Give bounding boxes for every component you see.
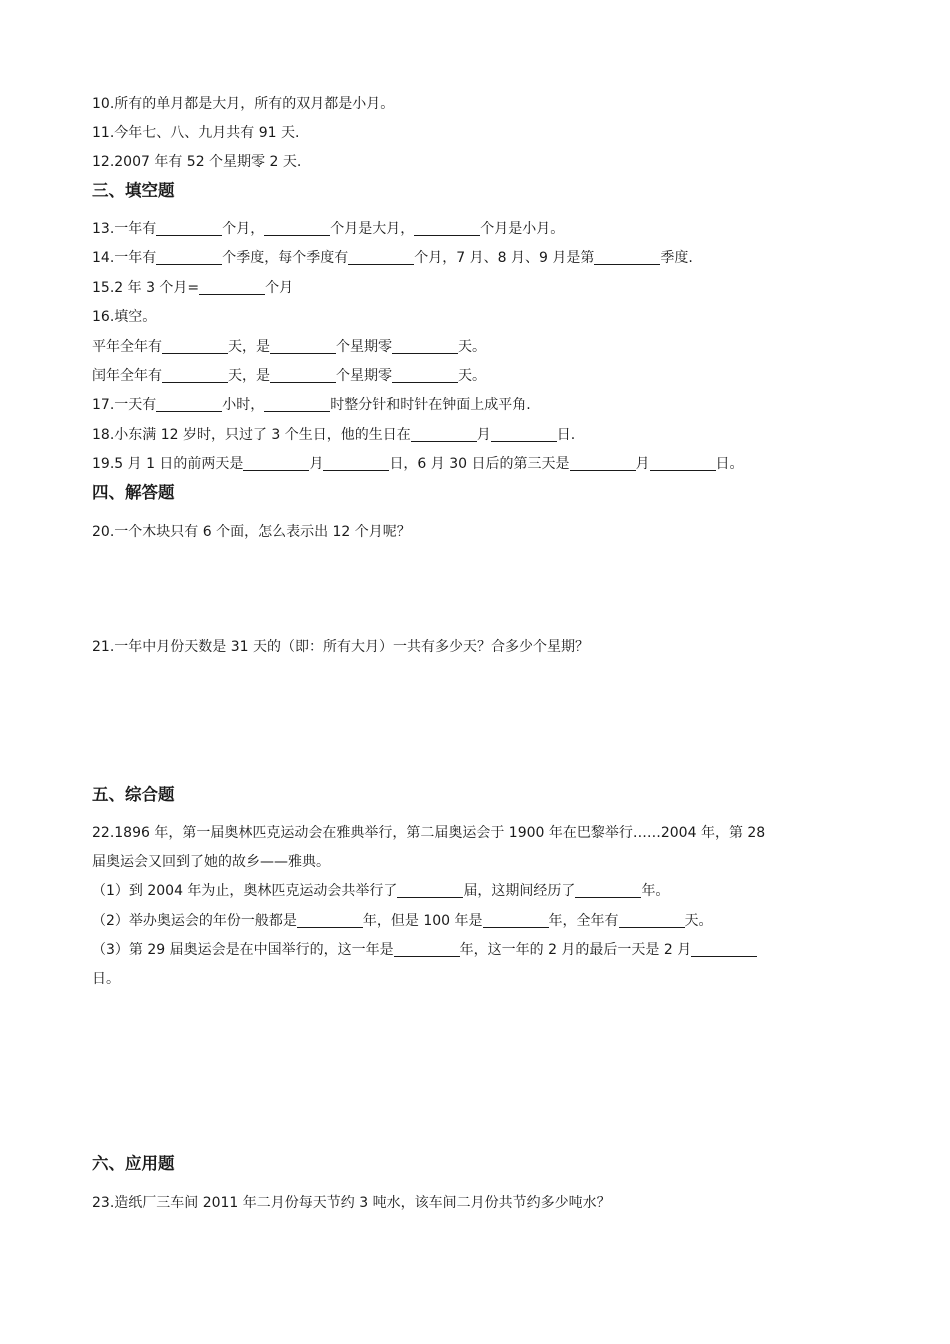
- question-19: 19.5 月 1 日的前两天是 月 日，6 月 30 日后的第三天是 月 日。: [92, 456, 744, 472]
- answer-blank[interactable]: [162, 368, 228, 383]
- answer-blank[interactable]: [162, 339, 228, 354]
- question-22-line-1: 22.1896 年，第一届奥林匹克运动会在雅典举行，第二届奥运会于 1900 年在巴黎举行……2004 年，第 28: [92, 825, 766, 841]
- answer-blank[interactable]: [156, 397, 222, 412]
- answer-blank[interactable]: [348, 250, 414, 265]
- question-22-part-2: （2）举办奥运会的年份一般都是 年，但是 100 年是 年，全年有 天。: [92, 913, 713, 929]
- question-16: 16.填空。: [92, 309, 157, 325]
- answer-blank[interactable]: [264, 221, 330, 236]
- answer-blank[interactable]: [323, 456, 389, 471]
- section-heading-comprehensive: 五、综合题: [92, 785, 175, 804]
- answer-blank[interactable]: [156, 250, 222, 265]
- answer-blank[interactable]: [392, 368, 458, 383]
- answer-blank[interactable]: [297, 913, 363, 928]
- answer-blank[interactable]: [691, 942, 757, 957]
- answer-blank[interactable]: [156, 221, 222, 236]
- question-16-leap-year: 闰年全年有 天，是 个星期零 天。: [92, 368, 486, 384]
- question-20: 20.一个木块只有 6 个面，怎么表示出 12 个月呢？: [92, 524, 411, 540]
- question-11: 11.今年七、八、九月共有 91 天.: [92, 125, 300, 141]
- question-22-part-3-end: 日。: [92, 971, 120, 987]
- answer-blank[interactable]: [243, 456, 309, 471]
- answer-blank[interactable]: [483, 913, 549, 928]
- answer-blank[interactable]: [270, 368, 336, 383]
- question-17: 17.一天有 小时， 时整分针和时针在钟面上成平角.: [92, 397, 531, 413]
- answer-blank[interactable]: [570, 456, 636, 471]
- question-12: 12.2007 年有 52 个星期零 2 天.: [92, 154, 302, 170]
- question-18: 18.小东满 12 岁时，只过了 3 个生日，他的生日在 月 日.: [92, 427, 576, 443]
- section-heading-fill: 三、填空题: [92, 181, 175, 200]
- answer-blank[interactable]: [397, 883, 463, 898]
- question-22-part-3: （3）第 29 届奥运会是在中国举行的，这一年是 年，这一年的 2 月的最后一天是 2 月: [92, 940, 757, 960]
- answer-blank[interactable]: [575, 883, 641, 898]
- question-13: 13.一年有 个月， 个月是大月， 个月是小月。: [92, 221, 565, 237]
- answer-blank[interactable]: [199, 280, 265, 295]
- answer-blank[interactable]: [270, 339, 336, 354]
- question-15: 15.2 年 3 个月= 个月: [92, 280, 294, 296]
- question-16-common-year: 平年全年有 天，是 个星期零 天。: [92, 339, 486, 355]
- answer-blank[interactable]: [594, 250, 660, 265]
- question-14: 14.一年有 个季度，每个季度有 个月，7 月、8 月、9 月是第 季度.: [92, 250, 693, 266]
- answer-blank[interactable]: [392, 339, 458, 354]
- section-heading-answer: 四、解答题: [92, 483, 175, 502]
- question-10: 10.所有的单月都是大月，所有的双月都是小月。: [92, 96, 395, 112]
- answer-blank[interactable]: [394, 942, 460, 957]
- answer-blank[interactable]: [414, 221, 480, 236]
- question-23: 23.造纸厂三车间 2011 年二月份每天节约 3 吨水，该车间二月份共节约多少吨水？: [92, 1195, 611, 1211]
- answer-blank[interactable]: [650, 456, 716, 471]
- section-heading-application: 六、应用题: [92, 1154, 175, 1173]
- answer-blank[interactable]: [264, 397, 330, 412]
- question-21: 21.一年中月份天数是 31 天的（即：所有大月）一共有多少天？合多少个星期？: [92, 639, 589, 655]
- answer-blank[interactable]: [411, 427, 477, 442]
- answer-blank[interactable]: [491, 427, 557, 442]
- question-22-line-2: 届奥运会又回到了她的故乡——雅典。: [92, 854, 330, 870]
- question-22-part-1: （1）到 2004 年为止，奥林匹克运动会共举行了 届，这期间经历了 年。: [92, 883, 670, 899]
- answer-blank[interactable]: [619, 913, 685, 928]
